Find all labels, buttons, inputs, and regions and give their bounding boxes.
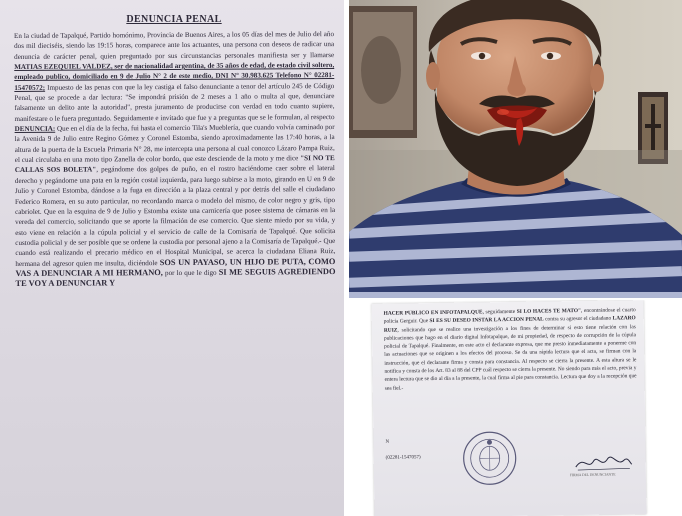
denuncia-label: DENUNCIA: xyxy=(14,124,56,134)
report-text-4: , pegándome dos golpes de puño, en el rostro haciéndome caer sobre el lateral derecho y pegándome una pata en la región costal izquierda, para luego subirse a la moto, girando en U en 9 de Julio y Coronel Estomba, dándose a la fuga en dirección a la plaza central y por detrás del salle el ciudadano Federico Romera, en su auto particular, no recordando marca o modelo del mismo, de color negro y gris, tipo cabriolet. Que en la esquina de 9 de Julio y Estomba existe una carnicería que posee sistema de cámaras en la vereda del comercio, solicitando que se aporte la filmación de ese comercio. Que siente miedo por su vida, y esto viene en relación a la cúpula policial y el servicio de calle de la Comisaría de Tapalqué. Que solicita custodia policial y de ser posible que se ordene la custodia por personal ajeno a la Comisaría de Tapalqué.- Que cuando está realizando el precario médico en el Hospital Municipal, se acerca la ciudadana Eliana Ruiz, hermana del agresor quien me insulta, diciéndole xyxy=(14,164,336,268)
report-title: DENUNCIA PENAL xyxy=(126,14,222,25)
wall-picture-figure xyxy=(361,36,401,104)
ear-right xyxy=(590,64,604,92)
report-text-1: En la ciudad de Tapalqué, Partido homónimo, Provincia de Buenos Aires, a los 05 días del mes de Julio del año dos mil dieciséis, siendo las 19:15 horas, comparece ante los actuantes, una persona con deseos de radicar una denuncia de carácter penal, quien preguntado por sus circunstancias personales manifiesta ser y llamarse xyxy=(14,30,335,61)
report-page-2-sheet xyxy=(372,300,647,516)
blood-highlight xyxy=(497,109,509,115)
report-page-2-body xyxy=(384,306,637,392)
threat-quote-1: "SI NO TE CALLAS SOS BOLETA" xyxy=(14,154,335,175)
ear-left xyxy=(426,62,440,90)
bold-phrase-1: HACER PUBLICO EN INFOTAPALQUE xyxy=(383,309,483,317)
bold-phrase-2: SI LO HACES TE MATO" xyxy=(516,307,582,315)
page2-text-2: , encontrándose el cuarto policía Gerguir. Que xyxy=(383,307,636,326)
bold-phrase-3: SI ES SU DESEO INSTAR LA ACCION PENAL xyxy=(429,316,544,325)
threat-quote-2: SI ME SEGUIS AGREDIENDO TE VOY A DENUNCIAR Y xyxy=(15,266,336,289)
report-text-5: por lo que le digo xyxy=(162,268,219,278)
insult-quote: SOS UN PAYASO, UN HIJO DE PUTA, COMO VAS A DENUNCIAR A MI HERMANO, xyxy=(15,256,336,278)
eye-right-pupil xyxy=(547,53,553,59)
footer-n: N xyxy=(385,439,390,445)
footer-phone: (02281-1547057) xyxy=(385,455,421,461)
report-text-2: Impuesto de las penas con que la ley castiga el falso denunciante a tenor del artículo 245 de Código Penal, que se procede a dar lectura: "Se impondrá prisión de 2 meses a 1 año o multa al que, denunciare falsamente un delito ante la autoridad", presta juramento de producirse con verdad en todo cuanto supiere, manifestare o le fuera preguntado. Seguidamente e invitado que fue y a preguntas que se le formulan, al respecto xyxy=(14,81,335,123)
police-seal-icon xyxy=(461,430,518,487)
page2-text-1: , seguidamente xyxy=(482,308,517,316)
signature-icon xyxy=(574,450,634,473)
eye-left-pupil xyxy=(479,53,485,59)
signature-label: FIRMA DEL DENUNCIANTE xyxy=(569,472,616,478)
report-text-3: Que en el día de la fecha, fui hasta el comercio Tila's Mueblería, que cuando volvía caminado por la Avenida 9 de Julio entre Regino Gómez y Coronel Estomba, siendo aproximadamente las 17:40 horas, a la altura de la puerta de la Escuela Primaria N° 28, me intercepta una persona al cual conozco Lázaro Pampa Ruiz, el cual circulaba en una moto tipo Zanella de color bordo, que este desciende de la moto y me dice xyxy=(14,123,335,165)
victim-photo-drawing xyxy=(349,0,682,298)
complainant-details: , ser de nacionalidad argentina, de 35 años de edad, de estado civil soltero, empleado publico, domiciliado en 9 de Julio N° 2 de este medio, DNI N° 30.983.625 Telefono N° 02281-15470572; xyxy=(14,61,335,92)
report-page-right xyxy=(349,300,682,516)
victim-photo xyxy=(349,0,682,298)
complainant-name: MATIAS EZEQUIEL VALDEZ xyxy=(14,62,111,72)
page2-text-4: , solicitando que se realice una investigación a los fines de determinar si esto tiene relación con las publicaciones que hago en el diario digital Infotapalque, de mi propiedad, de respecto de corrupción de la cúpula policial de Tapalqué. Finalmente, en este acto el declarante expresa, que me presto inmediatamente a ponerme con las actuaciones que se originen a los efectos del proceso. Se da una rápida lectura que el acta, se firman con la instrucción, que el declarante firma y consta para constancia. Al respecto se cierra la presente. A esta altura se le notifica y consta de los Art. 83 al 88 del CPP cuál respecto se cierra la presente. No siendo para más el acto, previa y entera lectura que se dio al día a la presente, la cual firma al pie para constancia. Lectura que doy a la recepción que sea fiel.- xyxy=(383,323,637,392)
report-body xyxy=(14,29,336,290)
page2-text-3: contra su agresor el ciudadano xyxy=(543,315,613,323)
bold-phrase-4: LAZARO RUIZ xyxy=(383,315,636,334)
